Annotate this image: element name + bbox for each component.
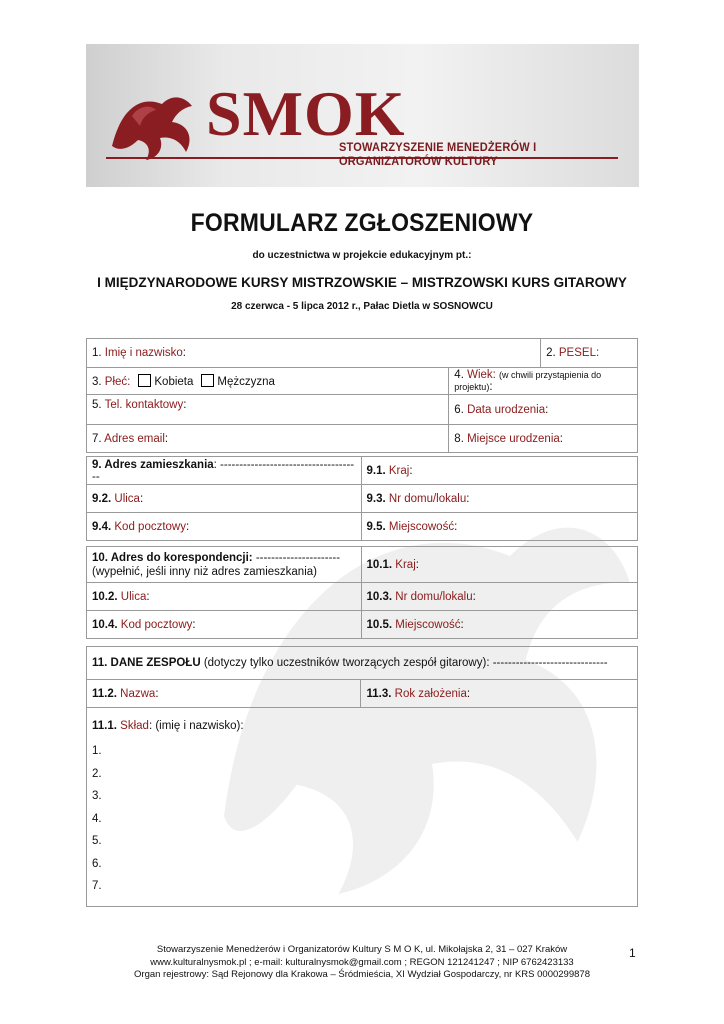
members-list bbox=[92, 740, 632, 898]
member-row[interactable]: 3. bbox=[92, 790, 102, 802]
name-field[interactable]: 1. Imię i nazwisko: bbox=[87, 339, 541, 368]
corr-house-number-field[interactable]: 10.3. Nr domu/lokalu: bbox=[361, 583, 637, 611]
email-field[interactable]: 7. Adres email: bbox=[87, 425, 449, 453]
project-dates: 28 czerwca - 5 lipca 2012 r., Pałac Dietla w SOSNOWCU bbox=[231, 301, 493, 312]
member-row[interactable]: 5. bbox=[92, 835, 102, 847]
correspondence-table bbox=[86, 546, 638, 639]
dragon-logo-icon bbox=[102, 86, 198, 164]
postal-code-field[interactable]: 9.4. Kod pocztowy: bbox=[87, 513, 362, 541]
project-name: I MIĘDZYNARODOWE KURSY MISTRZOWSKIE – MISTRZOWSKI KURS GITAROWY bbox=[97, 275, 627, 290]
birth-date-field[interactable]: 6. Data urodzenia: bbox=[449, 395, 638, 425]
logo-text: SMOK bbox=[206, 78, 406, 149]
country-field[interactable]: 9.1. Kraj: bbox=[361, 457, 638, 485]
gender-field: 3. Płeć: Kobieta Mężczyzna bbox=[87, 368, 449, 395]
house-number-field[interactable]: 9.3. Nr domu/lokalu: bbox=[361, 485, 638, 513]
city-field[interactable]: 9.5. Miejscowość: bbox=[361, 513, 638, 541]
member-row[interactable]: 2. bbox=[92, 767, 102, 780]
band-table bbox=[86, 646, 638, 907]
birth-place-field[interactable]: 8. Miejsce urodzenia: bbox=[449, 425, 638, 453]
band-members-field[interactable]: 11.1. Skład: (imię i nazwisko): 1. 2. 3. 4. 5. 6. 7. bbox=[87, 708, 638, 907]
personal-data-table bbox=[86, 338, 638, 453]
street-field[interactable]: 9.2. Ulica: bbox=[87, 485, 362, 513]
footer-contact: www.kulturalnysmok.pl ; e-mail: kulturalnysmok@gmail.com ; REGON 121241247 ; NIP 6762423133 bbox=[150, 956, 574, 968]
age-field[interactable]: 4. Wiek: (w chwili przystąpienia do projektu): bbox=[449, 368, 638, 395]
corr-country-field[interactable]: 10.1. Kraj: bbox=[361, 547, 637, 583]
address-table bbox=[86, 456, 638, 541]
corr-street-field[interactable]: 10.2. Ulica: bbox=[87, 583, 362, 611]
header-banner bbox=[86, 44, 639, 187]
corr-city-field[interactable]: 10.5. Miejscowość: bbox=[361, 611, 637, 639]
band-header: 11. DANE ZESPOŁU (dotyczy tylko uczestników tworzących zespół gitarowy): ------------------------------ bbox=[87, 647, 638, 680]
subtitle: do uczestnictwa w projekcie edukacyjnym pt.: bbox=[252, 250, 472, 261]
phone-field[interactable]: 5. Tel. kontaktowy: bbox=[87, 395, 449, 425]
member-row[interactable]: 6. bbox=[92, 857, 102, 870]
footer-registry: Organ rejestrowy: Sąd Rejonowy dla Krakowa – Śródmieścia, XI Wydział Gospodarczy, nr KRS 0000299878 bbox=[134, 969, 590, 980]
member-row[interactable]: 1. bbox=[92, 745, 102, 757]
org-name: STOWARZYSZENIE MENEDŻERÓW I ORGANIZATORÓW KULTURY bbox=[339, 140, 537, 168]
male-checkbox[interactable] bbox=[201, 374, 214, 387]
pesel-field[interactable]: 2. PESEL: bbox=[541, 339, 638, 368]
page-title: FORMULARZ ZGŁOSZENIOWY bbox=[190, 209, 534, 237]
member-row[interactable]: 7. bbox=[92, 880, 102, 892]
page-number: 1 bbox=[629, 946, 636, 960]
band-year-field[interactable]: 11.3. Rok założenia: bbox=[361, 680, 638, 708]
correspondence-header: 10. Adres do korespondencji: ---------------------- (wypełnić, jeśli inny niż adres zamieszkania) bbox=[87, 547, 362, 583]
footer-address: Stowarzyszenie Menedżerów i Organizatorów Kultury S M O K, ul. Mikołajska 2, 31 – 027 Kraków bbox=[156, 944, 568, 955]
corr-postal-code-field[interactable]: 10.4. Kod pocztowy: bbox=[87, 611, 362, 639]
footer bbox=[0, 944, 724, 982]
address-header: 9. Adres zamieszkania: ------------------------------------- bbox=[87, 457, 362, 485]
band-name-field[interactable]: 11.2. Nazwa: bbox=[87, 680, 361, 708]
member-row[interactable]: 4. bbox=[92, 812, 102, 825]
female-checkbox[interactable] bbox=[138, 374, 151, 387]
